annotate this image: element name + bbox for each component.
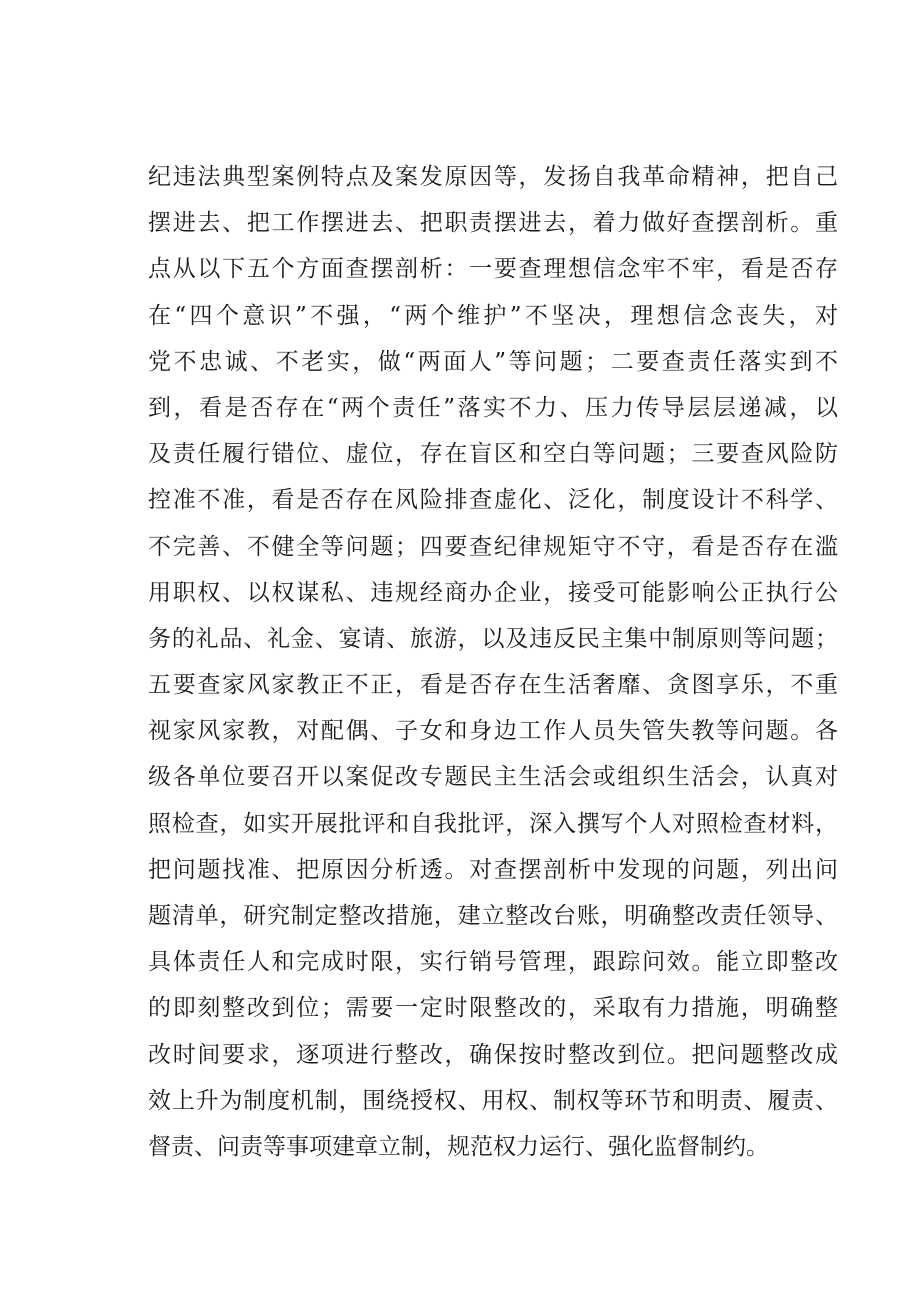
text-line: 党不忠诚、不老实，做“两面人”等问题；二要查责任落实到不: [148, 348, 838, 375]
text-line: 控准不准，看是否存在风险排查虚化、泛化，制度设计不科学、: [148, 487, 838, 514]
text-line: 级各单位要召开以案促改专题民主生活会或组织生活会，认真对: [148, 764, 838, 791]
text-line: 把问题找准、把原因分析透。对查摆剖析中发现的问题，列出问: [148, 856, 838, 883]
text-line: 在“四个意识”不强，“两个维护”不坚决，理想信念丧失，对: [148, 302, 838, 329]
text-line: 用职权、以权谋私、违规经商办企业，接受可能影响公正执行公: [148, 579, 838, 606]
text-line: 督责、问责等事项建章立制，规范权力运行、强化监督制约。: [148, 1133, 769, 1160]
text-line: 视家风家教，对配偶、子女和身边工作人员失管失教等问题。各: [148, 718, 838, 745]
text-line: 效上升为制度机制，围绕授权、用权、制权等环节和明责、履责、: [148, 1087, 838, 1114]
text-line: 照检查，如实开展批评和自我批评，深入撰写个人对照检查材料，: [148, 810, 838, 837]
text-line: 摆进去、把工作摆进去、把职责摆进去，着力做好查摆剖析。重: [148, 210, 838, 237]
text-line: 题清单，研究制定整改措施，建立整改台账，明确整改责任领导、: [148, 903, 838, 929]
text-line: 到，看是否存在“两个责任”落实不力、压力传导层层递减，以: [148, 394, 838, 421]
text-line: 纪违法典型案例特点及案发原因等，发扬自我革命精神，把自己: [148, 164, 838, 190]
text-line: 点从以下五个方面查摆剖析：一要查理想信念牢不牢，看是否存: [148, 256, 838, 283]
text-line: 具体责任人和完成时限，实行销号管理，跟踪问效。能立即整改: [148, 949, 838, 976]
text-line: 务的礼品、礼金、宴请、旅游，以及违反民主集中制原则等问题；: [148, 625, 838, 652]
text-line: 及责任履行错位、虚位，存在盲区和空白等问题；三要查风险防: [148, 441, 838, 468]
text-line: 不完善、不健全等问题；四要查纪律规矩守不守，看是否存在滥: [148, 533, 838, 560]
text-line: 五要查家风家教正不正，看是否存在生活奢靡、贪图享乐，不重: [148, 672, 838, 699]
body-paragraph: [148, 154, 838, 1170]
text-line: 改时间要求，逐项进行整改，确保按时整改到位。把问题整改成: [148, 1041, 838, 1068]
text-line: 的即刻整改到位；需要一定时限整改的，采取有力措施，明确整: [148, 995, 838, 1022]
